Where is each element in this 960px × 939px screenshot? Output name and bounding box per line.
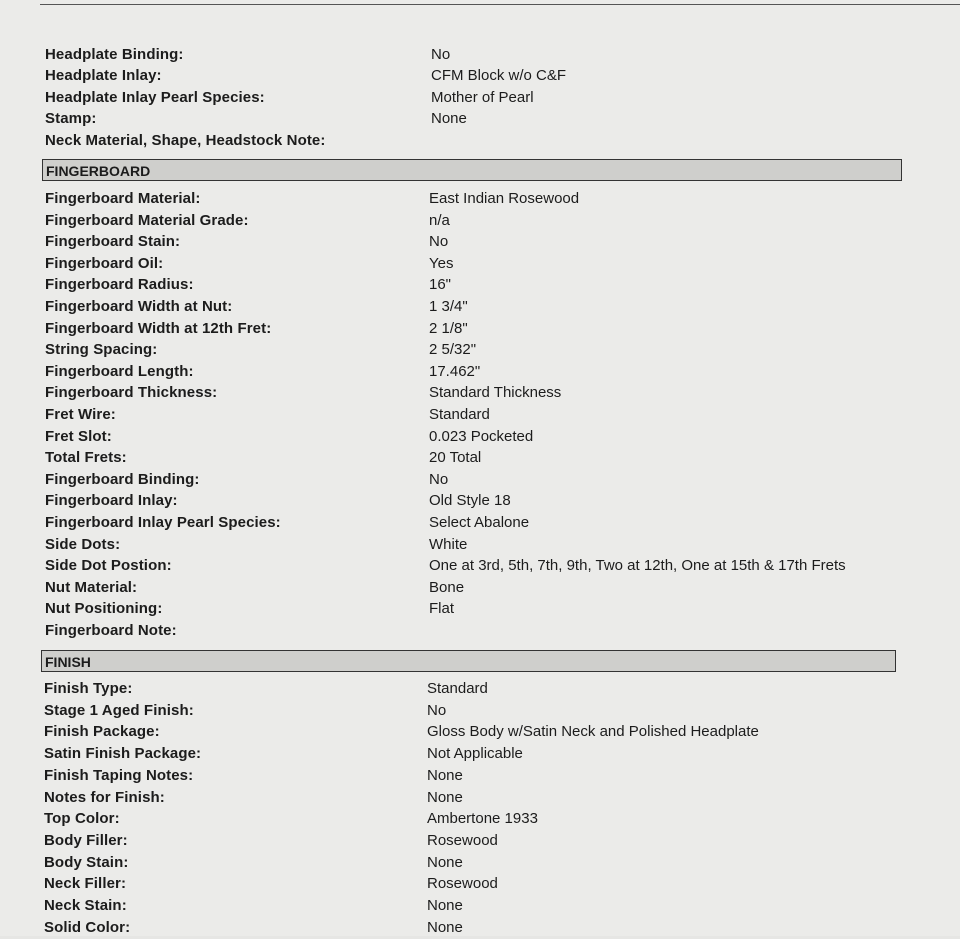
spec-label: Fingerboard Material: [45,190,201,207]
spec-label: Side Dot Postion: [45,557,172,575]
spec-value: Standard Thickness [429,384,562,402]
spec-row [44,765,944,787]
spec-value: 1 3/4" [429,298,468,315]
spec-label: Fret Slot: [45,427,112,445]
spec-label: Fingerboard Note: [45,622,177,639]
spec-row [44,852,944,874]
spec-value: None [431,110,467,127]
spec-label: Solid Color: [44,918,131,936]
spec-value: Bone [429,578,465,596]
spec-label: Fingerboard Width at Nut: [45,298,233,315]
spec-row [45,361,945,383]
spec-value: No [429,233,449,251]
spec-label: Finish Package: [44,723,160,741]
spec-label: Fingerboard Inlay: [45,492,178,510]
spec-label: Fret Wire: [45,406,116,423]
spec-row [45,339,945,361]
spec-label: Fingerboard Width at 12th Fret: [45,319,272,337]
spec-value: None [427,766,463,784]
spec-value: Not Applicable [427,745,523,763]
spec-label: Fingerboard Stain: [45,233,181,251]
spec-value: Mother of Pearl [431,89,534,106]
section-title: FINISH [45,654,91,670]
spec-row [44,678,944,700]
spec-row [44,700,944,722]
spec-label: Total Frets: [45,449,127,467]
spec-label: Fingerboard Thickness: [45,384,218,402]
spec-row [45,620,945,642]
spec-row [45,318,945,340]
spec-label: Fingerboard Material Grade: [45,211,249,229]
spec-value: No [431,46,451,63]
spec-row [45,598,945,620]
spec-row [45,130,925,152]
spec-row [45,253,945,275]
spec-row [45,426,945,448]
spec-row [45,65,925,87]
spec-value: None [427,853,463,871]
spec-value: Standard [429,406,490,423]
section-header-finish [41,650,896,672]
spec-row [44,917,944,939]
spec-value: Ambertone 1933 [427,810,538,828]
spec-row [45,577,945,599]
spec-label: Body Filler: [44,831,128,849]
spec-value: 2 1/8" [429,319,468,337]
spec-value: 16" [429,276,452,294]
spec-value: Standard [427,680,488,697]
spec-value: Rosewood [427,831,498,849]
spec-value: Rosewood [427,875,498,893]
spec-row [45,188,945,210]
spec-label: Fingerboard Inlay Pearl Species: [45,514,281,531]
spec-row [45,534,945,556]
spec-row [44,808,944,830]
spec-row [45,382,945,404]
spec-label: Finish Type: [44,680,133,697]
spec-label: Headplate Inlay: [45,67,162,84]
spec-value: Select Abalone [429,514,530,531]
spec-row [44,721,944,743]
spec-row [45,274,945,296]
spec-row [45,512,945,534]
spec-label: Finish Taping Notes: [44,766,194,784]
spec-label: Headplate Binding: [45,46,184,63]
spec-value: East Indian Rosewood [429,190,580,207]
spec-row [45,447,945,469]
spec-label: Nut Positioning: [45,600,163,618]
spec-row [45,469,945,491]
top-divider [40,0,960,5]
spec-value: Yes [429,254,454,272]
spec-label: Fingerboard Binding: [45,470,200,488]
spec-value: n/a [429,211,450,229]
spec-value: None [427,918,463,936]
spec-value: Old Style 18 [429,492,511,510]
spec-label: Neck Material, Shape, Headstock Note: [45,132,326,149]
spec-value: CFM Block w/o C&F [431,67,567,84]
spec-value: 2 5/32" [429,341,477,359]
spec-row [45,555,945,577]
spec-row [45,231,945,253]
spec-label: Fingerboard Oil: [45,254,164,272]
spec-value: White [429,535,468,553]
spec-row [45,296,945,318]
spec-value: 20 Total [429,449,482,467]
spec-value: One at 3rd, 5th, 7th, 9th, Two at 12th, One at 15th & 17th Frets [429,557,846,575]
spec-label: Fingerboard Radius: [45,276,194,294]
spec-label: String Spacing: [45,341,158,359]
spec-row [45,490,945,512]
spec-value: No [429,470,449,488]
spec-label: Stamp: [45,110,97,127]
spec-value: None [427,897,463,914]
spec-value: Flat [429,600,455,618]
spec-row [45,87,925,109]
spec-label: Stage 1 Aged Finish: [44,701,194,719]
spec-label: Top Color: [44,810,120,828]
spec-row [44,787,944,809]
spec-row [44,830,944,852]
spec-value: None [427,788,463,806]
spec-label: Notes for Finish: [44,788,165,806]
spec-label: Fingerboard Length: [45,362,194,380]
spec-row [44,743,944,765]
spec-row [45,404,945,426]
spec-label: Satin Finish Package: [44,745,202,763]
spec-label: Body Stain: [44,853,129,871]
section-title: FINGERBOARD [46,163,151,179]
spec-label: Neck Stain: [44,897,127,914]
spec-row [45,44,925,66]
spec-row [45,210,945,232]
spec-value: 0.023 Pocketed [429,427,534,445]
spec-value: Gloss Body w/Satin Neck and Polished Headplate [427,723,759,741]
spec-row [44,895,944,917]
spec-label: Side Dots: [45,535,121,553]
spec-row [44,873,944,895]
section-header-fingerboard [42,159,902,181]
spec-value: 17.462" [429,362,481,380]
spec-value: No [427,701,447,719]
spec-row [45,108,925,130]
spec-label: Headplate Inlay Pearl Species: [45,89,265,106]
spec-label: Neck Filler: [44,875,127,893]
spec-label: Nut Material: [45,578,138,596]
